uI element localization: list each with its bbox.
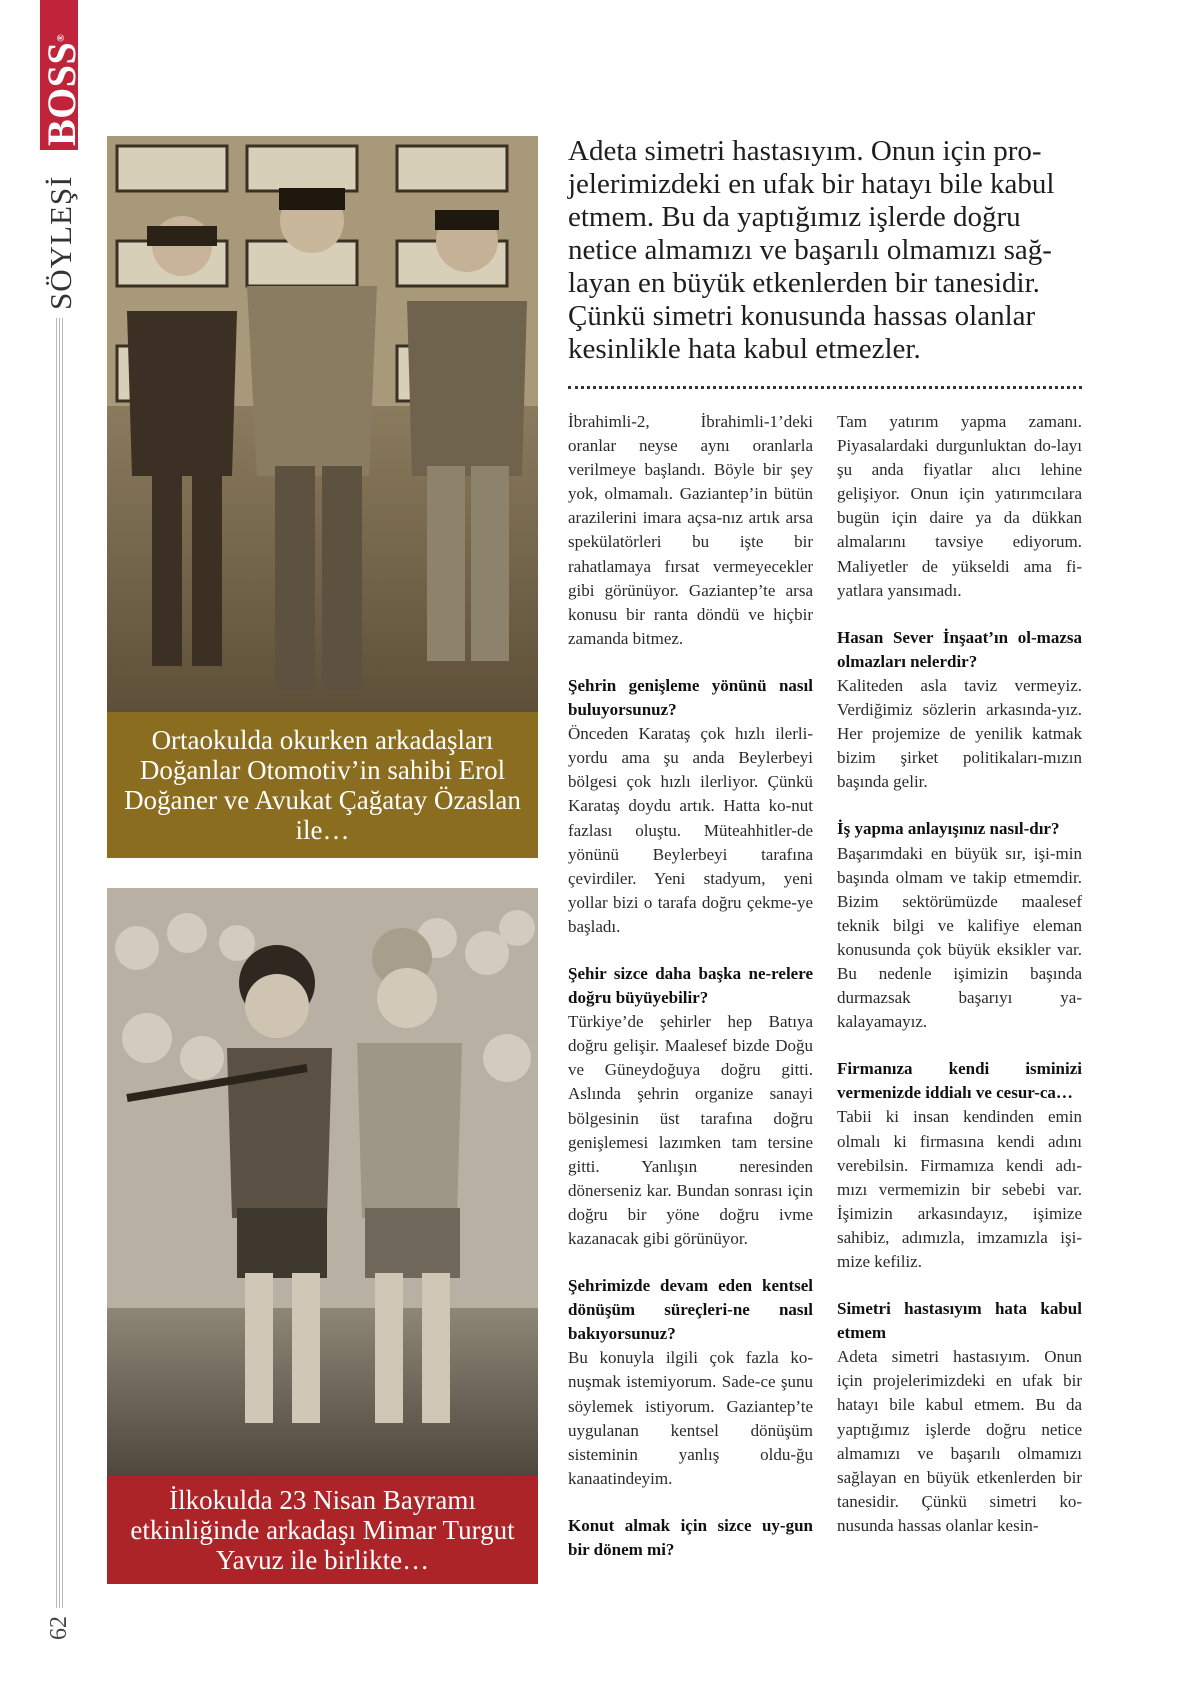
question-heading: Konut almak için sizce uy-gun bir dönem mi?	[568, 1515, 813, 1560]
question-heading: Hasan Sever İnşaat’ın ol-mazsa olmazları nelerdir?	[837, 627, 1082, 671]
dotted-divider	[568, 386, 1082, 389]
paragraph: Tam yatırım yapma zamanı. Piyasalardaki durgunluktan do-layı şu anda fiyatlar alıcı lehine gelişiyor. Onun için yatırımcılara bugün için daire ya da dükkan almalarını tavsiye ediyorum. Maliyetler de yükseldi ama fi-yatlara yansımadı.	[837, 412, 1082, 600]
pull-quote: Adeta simetri hastasıyım. Onun için pro-jelerimizdeki en ufak bir hatayı bile kabul etmem. Bu da yaptığımız işlerde doğru netice almamızı ve başarılı olmamızı sağ-layan en büyük etkenlerden bir tanesidir. Çünkü simetri konusunda hassas olanlar kesinlikle hata kabul etmezler.	[568, 135, 1055, 365]
text-column-2	[837, 410, 1082, 1538]
question-heading: Firmanıza kendi isminizi vermenizde iddialı ve cesur-ca…	[837, 1059, 1082, 1103]
paragraph: Önceden Karataş çok hızlı ilerli-yordu ama şu anda Beylerbeyi bölgesi çok hızlı ilerliyor. Çünkü Karataş doydu artık. Hatta ko-nut fazlası oluştu. Müteahhitler-de yönünü Beylerbeyi tarafına çevirdiler. Yeni stadyum, yeni yollar bizi o tarafa doğru çekme-ye başladı.	[568, 724, 813, 936]
paragraph: Başarımdaki en büyük sır, işi-min başında olmam ve takip etmemdir. Bizim sektörümüzde maalesef teknik bilgi ve kalifiye eleman konusunda çok büyük eksikler var. Bu nedenle işimizin başında durmazsak başarıyı ya-kalayamayız.	[837, 843, 1082, 1032]
question-heading: Şehrin genişleme yönünü nasıl buluyorsunuz?	[568, 675, 813, 720]
text-column-1	[568, 410, 813, 1562]
section-label: SÖYLEŞİ	[43, 175, 78, 310]
paragraph: İbrahimli-2, İbrahimli-1’deki oranlar neyse aynı oranlarla verilmeye başlandı. Böyle bir şey yok, olmamalı. Gaziantep’in bütün arazilerini imara açsa-nız artık arsa spekülatörleri bu işte bir rahatlamaya fırsat vermeyecekler gibi görünüyor. Gaziantep’te arsa konusu bir ranta döndü ve hiçbir zamanda bitmez.	[568, 412, 813, 648]
vertical-rule	[62, 318, 63, 1608]
paragraph: Adeta simetri hastasıyım. Onun için projelerimizdeki en ufak bir hatayı bile kabul etmem. Bu da yaptığımız işlerde doğru netice almamızı ve başarılı olmamızı sağlayan en büyük etkenlerden bir tanesidir. Çünkü simetri ko-nusunda hassas olanlar kesin-	[837, 1347, 1082, 1535]
paragraph: Kaliteden asla taviz vermeyiz. Verdiğimiz sözlerin arkasında-yız. Her projemize de yenilik katmak bizim şirket politikaları-mızın başında gelir.	[837, 675, 1082, 792]
page-number: 62	[46, 1616, 72, 1640]
question-heading: Simetri hastasıyım hata kabul etmem	[837, 1299, 1082, 1343]
paragraph: Bu konuyla ilgili çok fazla ko-nuşmak istemiyorum. Sade-ce şunu söylemek istiyorum. Gaziantep’te uygulanan kentsel dönüşüm sisteminin yanlış oldu-ğu kanaatindeyim.	[568, 1348, 813, 1488]
magazine-logo: BOSS®	[39, 33, 84, 146]
photo-primary-school-friends	[107, 888, 538, 1488]
question-heading: Şehir sizce daha başka ne-relere doğru büyüyebilir?	[568, 963, 813, 1008]
paragraph: Tabii ki insan kendinden emin olmalı ki firmasına kendi adını verebilsin. Firmamıza kendi adı-mızı vermemizin bir sebebi var. İşimizin arkasındayız, işimize sahibiz, adımızla, imzamızla işi-mize kefiliz.	[837, 1107, 1082, 1271]
photo-caption: İlkokulda 23 Nisan Bayramı etkinliğinde arkadaşı Mimar Turgut Yavuz ile birlikte…	[107, 1476, 538, 1584]
photo-middle-school-friends	[107, 136, 538, 712]
question-heading: İş yapma anlayışınız nasıl-dır?	[837, 819, 1060, 839]
question-heading: Şehrimizde devam eden kentsel dönüşüm süreçleri-ne nasıl bakıyorsunuz?	[568, 1276, 813, 1344]
photo-caption: Ortaokulda okurken arkadaşları Doğanlar Otomotiv’in sahibi Erol Doğaner ve Avukat Çağatay Özaslan ile…	[107, 712, 538, 858]
vertical-rule	[59, 318, 60, 1608]
vertical-rule	[56, 318, 57, 1608]
paragraph: Türkiye’de şehirler hep Batıya doğru gelişir. Maalesef bizde Doğu ve Güneydoğuya doğru gitti. Aslında şehrin organize sanayi bölgesinin üst tarafına doğru genişlemesi lazımken tam tersine gitti. Yanlışın neresinden dönerseniz kar. Bundan sonrası için doğru bir yöne doğru ivme kazanacak gibi görünüyor.	[568, 1012, 813, 1248]
